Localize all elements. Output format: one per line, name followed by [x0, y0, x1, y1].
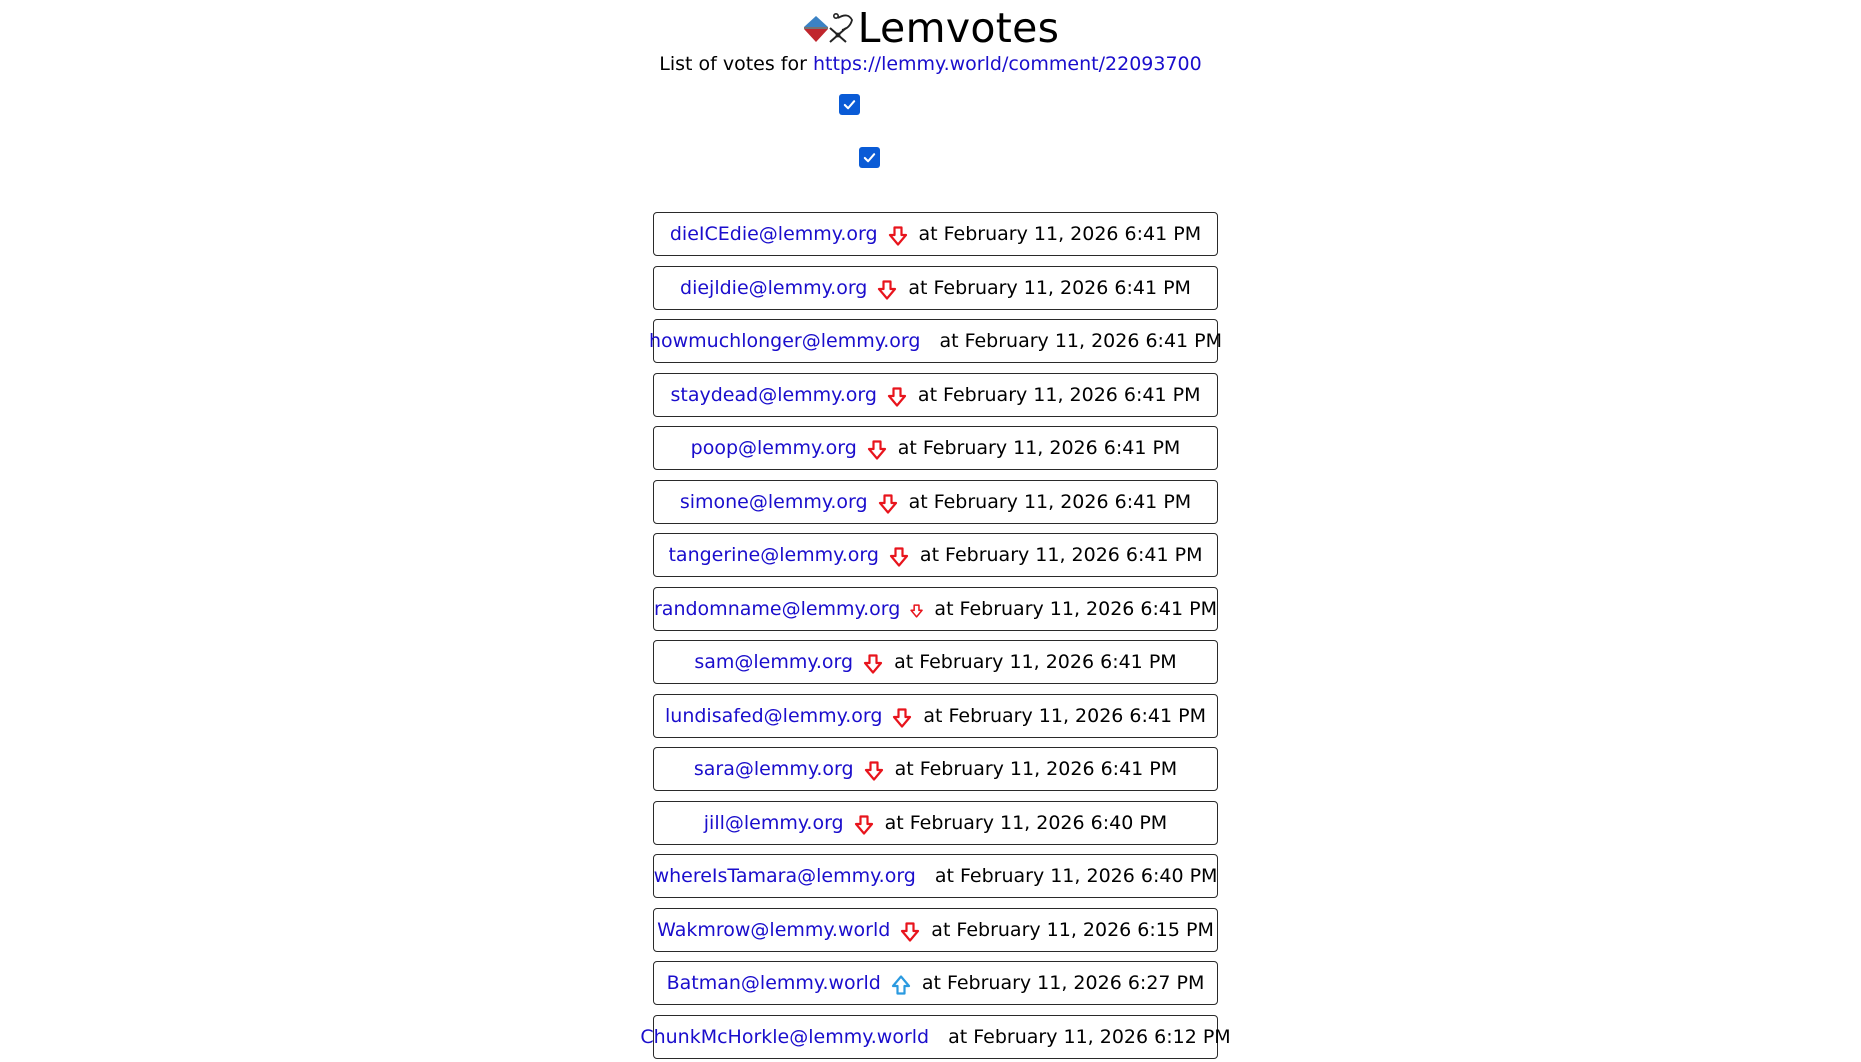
vote-timestamp: at February 11, 2026 6:41 PM: [897, 437, 1181, 459]
vote-row: [653, 373, 1218, 417]
vote-user-link[interactable]: tangerine@lemmy.org: [668, 544, 879, 566]
vote-row: [653, 426, 1218, 470]
downvote-arrow-icon: [899, 921, 921, 943]
header: [0, 4, 1861, 52]
vote-user-link[interactable]: simone@lemmy.org: [679, 490, 868, 513]
downvote-arrow-icon: [888, 546, 910, 568]
vote-timestamp: at February 11, 2026 6:41 PM: [908, 276, 1191, 299]
vote-timestamp: at February 11, 2026 6:41 PM: [923, 704, 1206, 727]
vote-user-link[interactable]: lundisafed@lemmy.org: [665, 704, 883, 727]
downvote-arrow-icon: [866, 439, 888, 461]
vote-list: [640, 212, 1231, 1062]
app-title: Lemvotes: [857, 4, 1060, 52]
vote-timestamp: at February 11, 2026 6:41 PM: [918, 223, 1202, 245]
vote-user-link[interactable]: staydead@lemmy.org: [670, 383, 877, 406]
lemvotes-logo-icon: [802, 8, 856, 48]
vote-user-link[interactable]: ChunkMcHorkle@lemmy.world: [640, 1025, 930, 1048]
vote-row: [653, 908, 1218, 952]
downvote-arrow-icon: [853, 814, 875, 836]
downvote-arrow-icon: [887, 225, 909, 247]
subtitle: [0, 52, 1861, 76]
vote-timestamp: at February 11, 2026 6:12 PM: [948, 1025, 1231, 1048]
vote-row: [653, 587, 1218, 631]
vote-row: [640, 1015, 1231, 1059]
vote-user-link[interactable]: Batman@lemmy.world: [666, 972, 881, 994]
downvote-arrow-icon: [891, 707, 913, 729]
subtitle-prefix: List of votes for: [659, 53, 813, 75]
vote-user-link[interactable]: howmuchlonger@lemmy.org: [648, 330, 921, 352]
vote-user-link[interactable]: jill@lemmy.org: [703, 811, 844, 834]
vote-timestamp: at February 11, 2026 6:41 PM: [894, 758, 1178, 780]
vote-row: [648, 319, 1223, 363]
vote-user-link[interactable]: poop@lemmy.org: [690, 437, 857, 459]
vote-user-link[interactable]: randomname@lemmy.org: [654, 597, 901, 620]
downvote-arrow-icon: [877, 493, 899, 515]
checkmark-icon: [842, 97, 857, 112]
vote-row: [653, 801, 1218, 845]
vote-timestamp: at February 11, 2026 6:41 PM: [939, 330, 1223, 352]
vote-timestamp: at February 11, 2026 6:40 PM: [884, 811, 1168, 834]
vote-row: [653, 961, 1218, 1005]
vote-user-link[interactable]: sam@lemmy.org: [694, 651, 854, 673]
vote-row: [653, 212, 1218, 256]
vote-user-link[interactable]: dieICEdie@lemmy.org: [669, 223, 878, 245]
vote-timestamp: at February 11, 2026 6:41 PM: [917, 383, 1201, 406]
upvote-arrow-icon: [890, 974, 912, 996]
vote-user-link[interactable]: sara@lemmy.org: [693, 758, 854, 780]
filter-checkbox-2[interactable]: [859, 147, 880, 168]
vote-row: [653, 480, 1218, 524]
vote-user-link[interactable]: Wakmrow@lemmy.world: [657, 918, 891, 941]
vote-timestamp: at February 11, 2026 6:15 PM: [931, 918, 1214, 941]
vote-timestamp: at February 11, 2026 6:41 PM: [908, 490, 1192, 513]
checkmark-icon: [862, 150, 877, 165]
vote-timestamp: at February 11, 2026 6:41 PM: [894, 651, 1177, 673]
vote-timestamp: at February 11, 2026 6:27 PM: [921, 972, 1205, 994]
downvote-arrow-icon: [876, 279, 898, 301]
vote-row: [653, 533, 1218, 577]
downvote-arrow-icon: [886, 386, 908, 408]
vote-row: [653, 694, 1218, 738]
vote-row: [653, 854, 1218, 898]
vote-user-link[interactable]: whereIsTamara@lemmy.org: [653, 865, 916, 887]
vote-timestamp: at February 11, 2026 6:41 PM: [934, 597, 1217, 620]
downvote-arrow-icon: [862, 653, 884, 675]
downvote-arrow-icon: [863, 760, 885, 782]
comment-link[interactable]: https://lemmy.world/comment/22093700: [812, 53, 1202, 75]
vote-row: [653, 747, 1218, 791]
vote-timestamp: at February 11, 2026 6:40 PM: [934, 865, 1218, 887]
filter-checkbox-1[interactable]: [839, 94, 860, 115]
downvote-arrow-icon: [909, 600, 924, 622]
brand[interactable]: [802, 4, 1060, 52]
vote-user-link[interactable]: diejldie@lemmy.org: [680, 276, 868, 299]
vote-timestamp: at February 11, 2026 6:41 PM: [919, 544, 1203, 566]
vote-row: [653, 266, 1218, 310]
vote-row: [653, 640, 1218, 684]
